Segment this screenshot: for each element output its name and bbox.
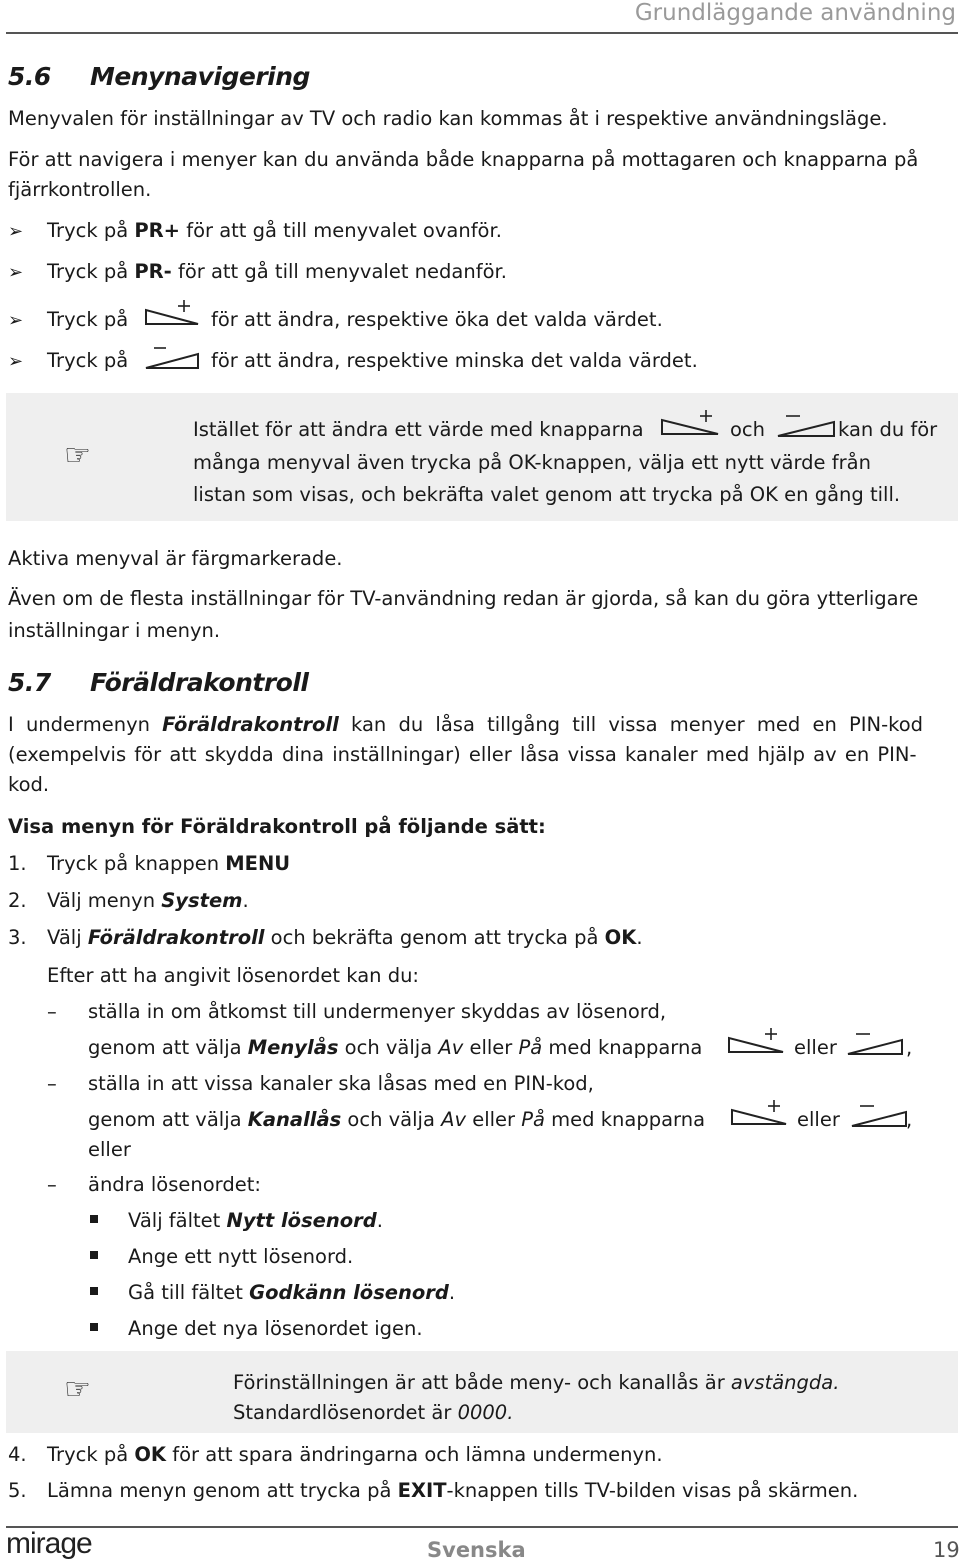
list-item: ändra lösenordet: (88, 1173, 261, 1196)
list-item: eller (797, 1108, 840, 1131)
arrow-bullet-icon: ➢ (8, 351, 24, 372)
pointing-hand-icon: ☞ (64, 1372, 91, 1407)
dash-bullet: – (47, 1072, 57, 1095)
list-item: Tryck på PR- för att gå till menyvalet nedanför. (47, 260, 507, 283)
list-item: för att ändra, respektive minska det valda värdet. (211, 349, 698, 372)
step-text: Tryck på knappen MENU (47, 852, 291, 875)
paragraph: fjärrkontrollen. (8, 178, 152, 201)
paragraph: Efter att ha angivit lösenordet kan du: (47, 964, 420, 987)
list-item-label: Tryck på (47, 349, 129, 372)
paragraph: inställningar i menyn. (8, 619, 221, 642)
sub-list-item: Ange det nya lösenordet igen. (128, 1317, 423, 1340)
volume-up-key-icon (727, 1026, 785, 1054)
step-number: 2. (8, 889, 27, 912)
dash-bullet: – (47, 1173, 57, 1196)
volume-up-key-icon (730, 1098, 788, 1126)
footer-rule (6, 1526, 958, 1528)
note-text: listan som visas, och bekräfta valet genom att trycka på OK en gång till. (193, 483, 901, 506)
arrow-bullet-icon: ➢ (8, 262, 24, 283)
paragraph: Även om de flesta inställningar för TV-användning redan är gjorda, så kan du göra ytterligare (8, 587, 919, 610)
note-text: kan du för (838, 418, 938, 441)
mirage-logo: mirage (6, 1527, 92, 1560)
step-text: Välj Föräldrakontroll och bekräfta genom att trycka på OK. (47, 926, 643, 949)
arrow-bullet-icon: ➢ (8, 221, 24, 242)
dash-bullet: – (47, 1000, 57, 1023)
section-number: 5.7 (8, 668, 51, 697)
section-title: Menynavigering (90, 62, 310, 91)
list-item: ställa in att vissa kanaler ska låsas med en PIN-kod, (88, 1072, 594, 1095)
volume-up-key-icon (660, 408, 720, 436)
step-number: 1. (8, 852, 27, 875)
footer-language: Svenska (427, 1538, 526, 1562)
step-number: 3. (8, 926, 27, 949)
pointing-hand-icon: ☞ (64, 438, 91, 473)
list-item: eller (794, 1036, 837, 1059)
running-header: Grundläggande användning (634, 0, 956, 26)
list-item: genom att välja Kanallås och välja Av eller På med knapparna (88, 1108, 706, 1131)
square-bullet-icon (90, 1215, 98, 1223)
list-item: för att ändra, respektive öka det valda värdet. (211, 308, 663, 331)
square-bullet-icon (90, 1323, 98, 1331)
step-number: 5. (8, 1479, 27, 1502)
list-item: genom att välja Menylås och välja Av eller På med knapparna (88, 1036, 703, 1059)
step-text: Tryck på OK för att spara ändringarna och lämna undermenyn. (47, 1443, 663, 1466)
list-item: , (906, 1108, 913, 1131)
section-title: Föräldrakontroll (90, 668, 309, 697)
note-text: Standardlösenordet är 0000. (233, 1401, 514, 1424)
square-bullet-icon (90, 1287, 98, 1295)
volume-down-key-icon (846, 1028, 904, 1056)
paragraph: (exempelvis för att skydda dina inställningar) eller låsa vissa kanaler med hjälp av en PIN- (8, 743, 917, 766)
paragraph: kod. (8, 773, 50, 796)
step-text: Lämna menyn genom att trycka på EXIT-knappen tills TV-bilden visas på skärmen. (47, 1479, 859, 1502)
list-item-label: Tryck på (47, 308, 129, 331)
volume-up-key-icon (144, 298, 200, 326)
note-text: Istället för att ändra ett värde med knapparna (193, 418, 644, 441)
paragraph: Aktiva menyval är färgmarkerade. (8, 547, 343, 570)
note-text: och (730, 418, 766, 441)
sub-list-item: Gå till fältet Godkänn lösenord. (128, 1281, 456, 1304)
list-item: Tryck på PR+ för att gå till menyvalet ovanför. (47, 219, 502, 242)
section-number: 5.6 (8, 62, 51, 91)
paragraph: I undermenyn Föräldrakontroll kan du låsa tillgång till vissa menyer med en PIN-kod (8, 713, 924, 736)
subheading: Visa menyn för Föräldrakontroll på följande sätt: (8, 815, 546, 838)
volume-down-key-icon (850, 1100, 908, 1128)
note-text: många menyval även trycka på OK-knappen, välja ett nytt värde från (193, 451, 871, 474)
sub-list-item: Ange ett nytt lösenord. (128, 1245, 354, 1268)
header-rule (6, 32, 958, 34)
volume-down-key-icon (144, 342, 200, 370)
note-text: Förinställningen är att både meny- och kanallås är avstängda. (233, 1371, 840, 1394)
step-text: Välj menyn System. (47, 889, 249, 912)
sub-list-item: Välj fältet Nytt lösenord. (128, 1209, 383, 1232)
paragraph: För att navigera i menyer kan du använda både knapparna på mottagaren och knapparna på (8, 148, 919, 171)
page-number: 19 (933, 1538, 960, 1562)
list-item: , (906, 1036, 913, 1059)
arrow-bullet-icon: ➢ (8, 310, 24, 331)
list-item: eller (88, 1138, 131, 1161)
list-item: ställa in om åtkomst till undermenyer skyddas av lösenord, (88, 1000, 667, 1023)
step-number: 4. (8, 1443, 27, 1466)
paragraph: Menyvalen för inställningar av TV och radio kan kommas åt i respektive användningsläge. (8, 107, 888, 130)
square-bullet-icon (90, 1251, 98, 1259)
volume-down-key-icon (776, 410, 836, 438)
